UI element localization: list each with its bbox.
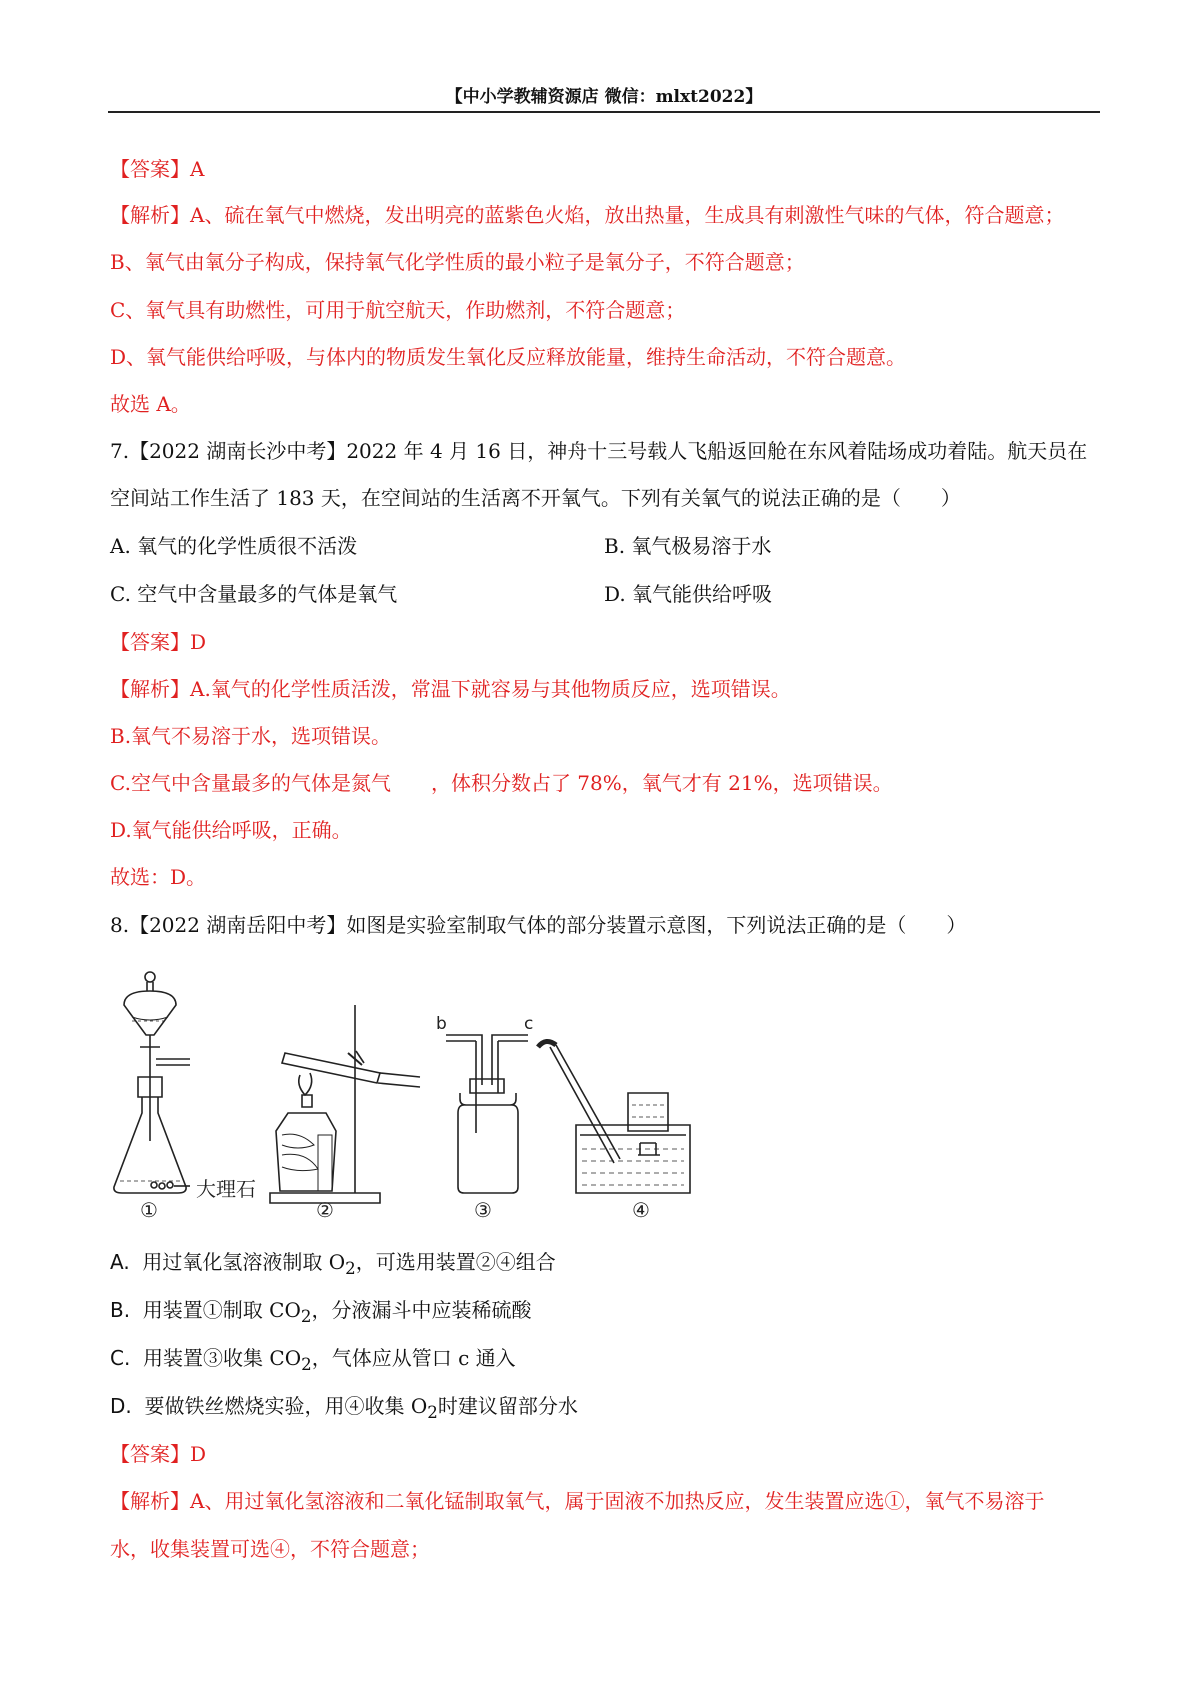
q8-answer xyxy=(110,1440,206,1468)
option-text: 用过氧化氢溶液制取 O xyxy=(142,1250,346,1274)
marble-label: 大理石 xyxy=(196,1177,256,1201)
caption-4: ④ xyxy=(632,1198,650,1220)
answer-tag: 【答案】 xyxy=(110,1442,190,1466)
q7-option-b: B. 氧气极易溶于水 xyxy=(604,534,772,558)
q7-stem-line-2: 空间站工作生活了 183 天，在空间站的生活离不开氧气。下列有关氧气的说法正确的是（ ） xyxy=(110,486,961,510)
q7-stem-line-1: 7.【2022 湖南长沙中考】2022 年 4 月 16 日，神舟十三号载人飞船返回舱在东风着陆场成功着陆。航天员在 xyxy=(110,439,1088,463)
q8-option-d xyxy=(110,1392,578,1427)
option-text: 用装置①制取 CO xyxy=(142,1298,301,1322)
q7-analysis-line-4: D.氧气能供给呼吸，正确。 xyxy=(110,818,352,842)
apparatus-2-heating xyxy=(270,1005,420,1203)
q7-option-a: A. 氧气的化学性质很不活泼 xyxy=(110,534,358,558)
analysis-tag: 【解析】 xyxy=(110,677,190,701)
option-text: 用装置③收集 CO xyxy=(143,1346,302,1370)
q6-analysis-line-3: C、氧气具有助燃性，可用于航空航天，作助燃剂，不符合题意； xyxy=(110,298,686,322)
q7-analysis-line-2: B.氧气不易溶于水，选项错误。 xyxy=(110,724,392,748)
apparatus-4-trough xyxy=(538,1041,690,1193)
option-text-end: 时建议留部分水 xyxy=(437,1394,578,1418)
answer-value: A xyxy=(190,157,205,181)
answer-tag: 【答案】 xyxy=(110,157,190,181)
q6-conclusion: 故选 A。 xyxy=(110,392,191,416)
answer-value: D xyxy=(190,630,207,654)
q6-analysis-line-4: D、氧气能供给呼吸，与体内的物质发生氧化反应释放能量，维持生命活动，不符合题意。 xyxy=(110,345,907,369)
apparatus-1-flask xyxy=(114,972,190,1193)
analysis-tag: 【解析】 xyxy=(110,1489,190,1513)
option-prefix: C. xyxy=(110,1346,131,1370)
q8-stem: 8.【2022 湖南岳阳中考】如图是实验室制取气体的部分装置示意图，下列说法正确的是（ ） xyxy=(110,913,967,937)
caption-2: ② xyxy=(316,1198,334,1220)
option-text-end: ，气体应从管口 c 通入 xyxy=(311,1346,516,1370)
q7-conclusion: 故选：D。 xyxy=(110,865,207,889)
q8-option-c xyxy=(110,1344,516,1379)
analysis-tag: 【解析】 xyxy=(110,203,190,227)
option-text-end: ，分液漏斗中应装稀硫酸 xyxy=(311,1298,532,1322)
page-header: 【中小学教辅资源店 微信：mlxt2022】 xyxy=(445,87,763,107)
lab-apparatus-figure xyxy=(110,955,770,1220)
q6-answer xyxy=(110,155,204,183)
option-text: 要做铁丝燃烧实验，用④收集 O xyxy=(144,1394,428,1418)
option-text-end: ，可选用装置②④组合 xyxy=(355,1250,556,1274)
q8-analysis-line-1 xyxy=(110,1487,1044,1515)
q7-analysis-line-1 xyxy=(110,675,791,703)
header-rule xyxy=(108,111,1100,113)
subscript: 2 xyxy=(301,1355,312,1374)
subscript: 2 xyxy=(345,1259,356,1278)
q7-analysis-line-3: C.空气中含量最多的气体是氮气 ，体积分数占了 78%，氧气才有 21%，选项错误。 xyxy=(110,771,893,795)
apparatus-3-bottle xyxy=(446,1035,528,1193)
q7-option-d: D. 氧气能供给呼吸 xyxy=(604,582,773,606)
analysis-text: A.氧气的化学性质活泼，常温下就容易与其他物质反应，选项错误。 xyxy=(190,677,791,701)
answer-tag: 【答案】 xyxy=(110,630,190,654)
q6-analysis-line-2: B、氧气由氧分子构成，保持氧气化学性质的最小粒子是氧分子，不符合题意； xyxy=(110,250,805,274)
caption-3: ③ xyxy=(474,1198,492,1220)
apparatus-drawing xyxy=(110,955,770,1220)
q7-option-c: C. 空气中含量最多的气体是氧气 xyxy=(110,582,398,606)
option-prefix: B. xyxy=(110,1298,131,1322)
q6-analysis-line-1 xyxy=(110,201,1064,229)
q8-analysis-line-2: 水，收集装置可选④，不符合题意； xyxy=(110,1537,430,1561)
tube-c-label: c xyxy=(524,1014,534,1034)
subscript: 2 xyxy=(427,1403,438,1422)
answer-value: D xyxy=(190,1442,207,1466)
q8-option-a xyxy=(110,1248,556,1283)
q7-answer xyxy=(110,628,206,656)
caption-1: ① xyxy=(140,1198,158,1220)
tube-b-label: b xyxy=(436,1014,447,1034)
analysis-text: A、用过氧化氢溶液和二氧化锰制取氧气，属于固液不加热反应，发生装置应选①，氧气不易溶于 xyxy=(190,1489,1045,1513)
subscript: 2 xyxy=(300,1307,312,1326)
option-prefix: A. xyxy=(110,1250,130,1274)
analysis-text: A、硫在氧气中燃烧，发出明亮的蓝紫色火焰，放出热量，生成具有刺激性气味的气体，符合题意； xyxy=(190,203,1065,227)
option-prefix: D. xyxy=(110,1394,132,1418)
q8-option-b xyxy=(110,1296,531,1331)
